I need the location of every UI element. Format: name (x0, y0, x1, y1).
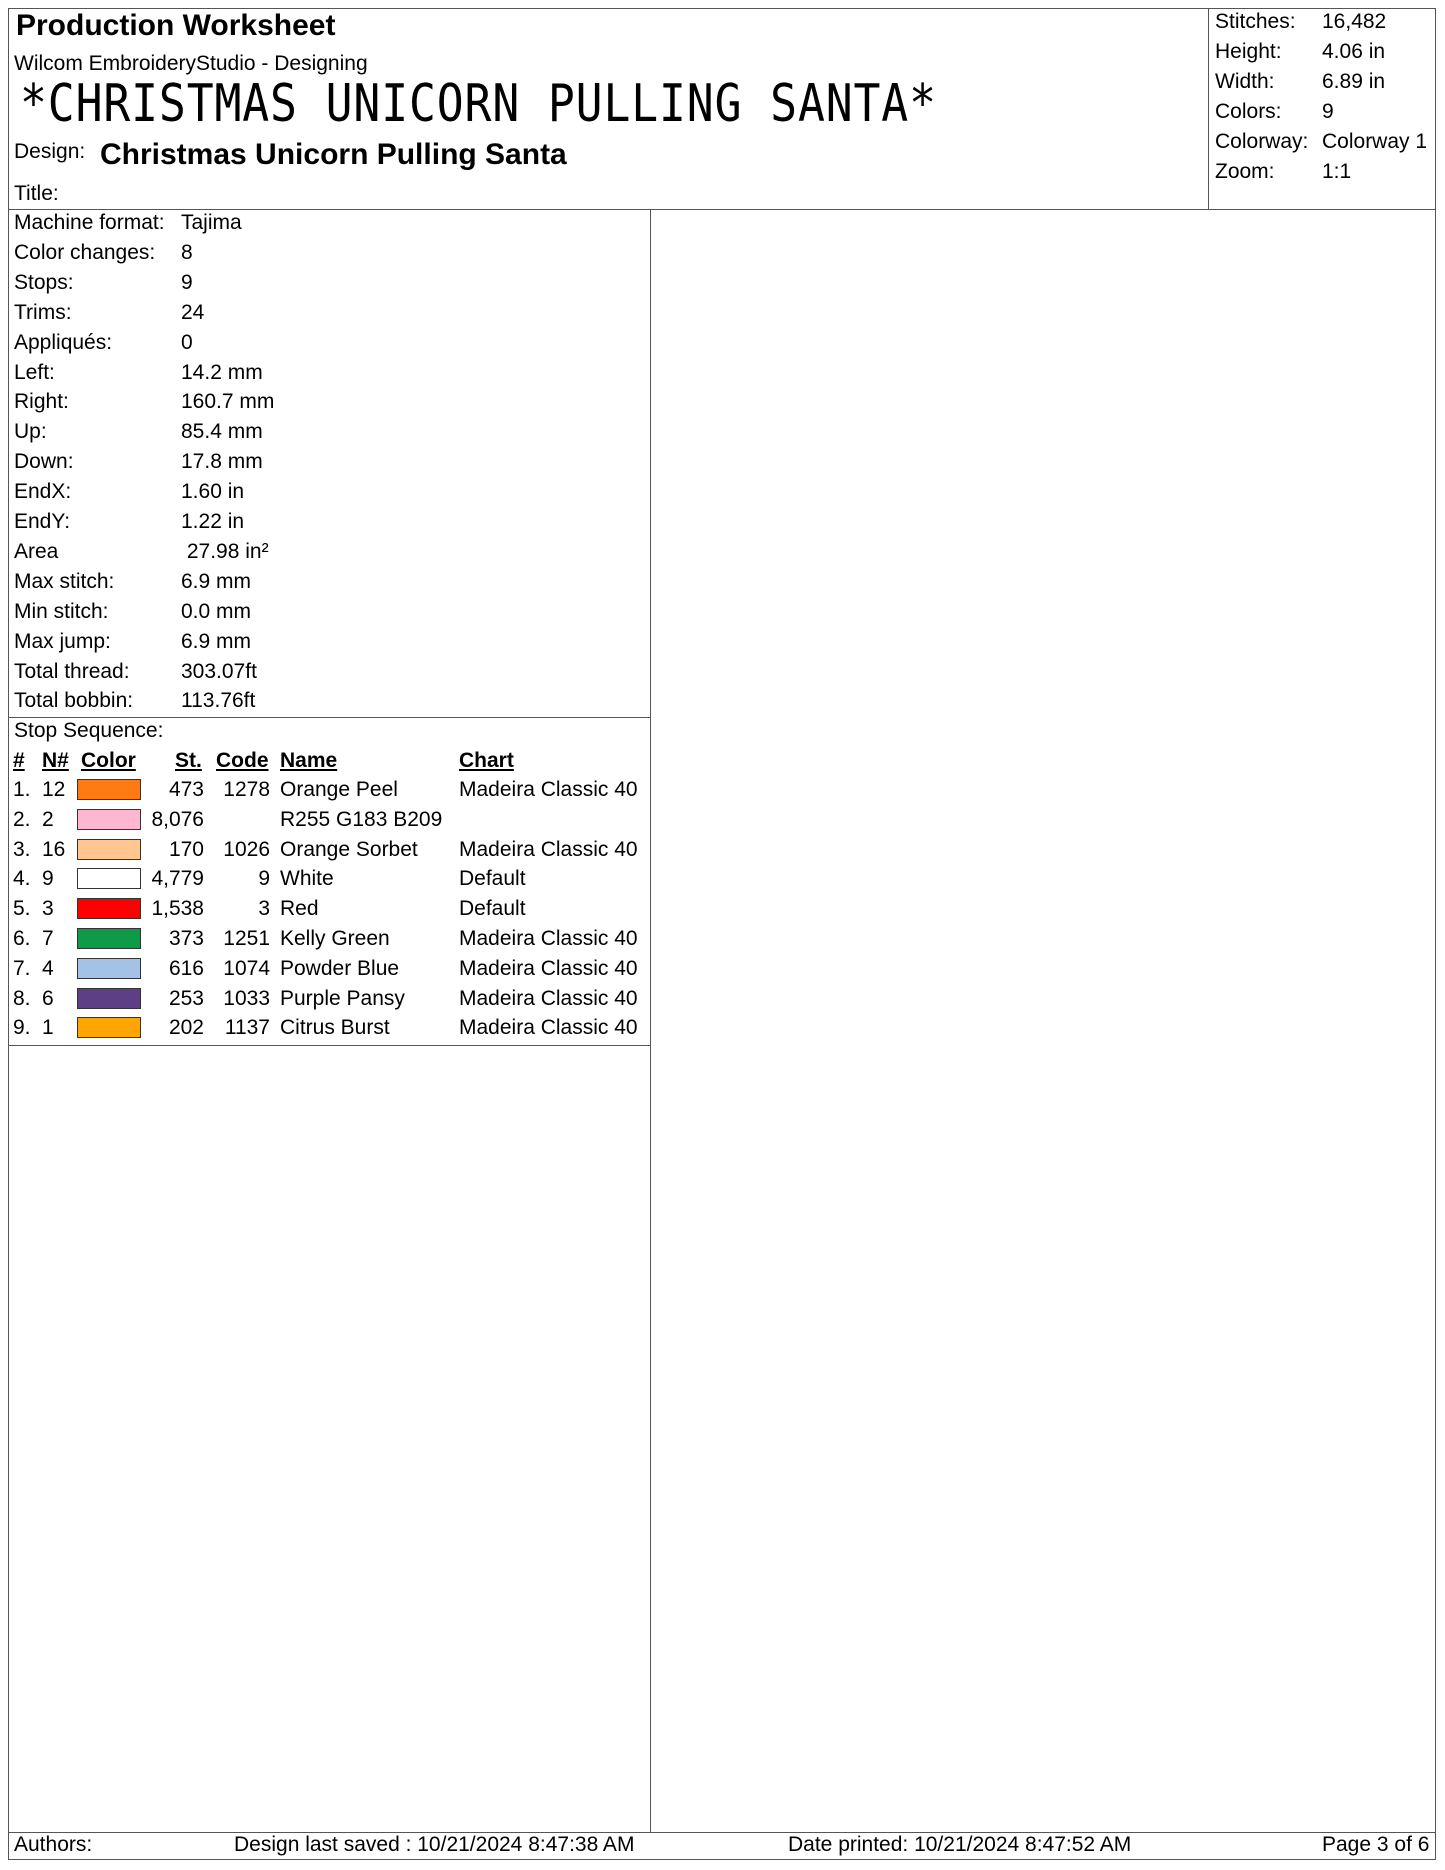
footer-divider (8, 1832, 1436, 1833)
row-num: 1. (13, 778, 31, 801)
stat-value: 9 (181, 270, 193, 294)
footer-authors: Authors: (14, 1833, 93, 1856)
stat-value: 6.9 mm (181, 569, 252, 593)
design-label: Design: (14, 140, 86, 163)
summary-value: Colorway 1 (1322, 130, 1428, 153)
title-label: Title: (14, 182, 59, 205)
summary-label: Colors: (1215, 100, 1282, 123)
stat-label: Up: (14, 420, 47, 444)
stat-value: 27.98 in² (181, 539, 269, 563)
row-num: 9. (13, 1016, 31, 1040)
row-num: 2. (13, 807, 31, 831)
row-chart: Madeira Classic 40 (459, 956, 638, 980)
color-swatch (77, 898, 141, 919)
summary-label: Height: (1215, 40, 1282, 63)
row-chart: Madeira Classic 40 (459, 837, 638, 861)
row-name: Powder Blue (280, 956, 400, 980)
stat-value: 6.9 mm (181, 629, 252, 653)
row-name: Orange Sorbet (280, 837, 418, 861)
stat-value: 160.7 mm (181, 390, 275, 414)
stat-value: 0.0 mm (181, 599, 252, 623)
design-name: Christmas Unicorn Pulling Santa (100, 138, 567, 171)
stop-sequence-title: Stop Sequence: (14, 719, 164, 742)
stat-value: 113.76ft (181, 689, 256, 713)
row-stitches: 373 (168, 927, 204, 950)
col-header-chart: Chart (459, 749, 514, 772)
stat-label: Max stitch: (14, 569, 115, 593)
stats-divider (8, 717, 650, 718)
row-name: Purple Pansy (280, 986, 405, 1010)
row-stitches: 4,779 (151, 867, 204, 891)
row-chart: Madeira Classic 40 (459, 778, 638, 801)
row-needle: 4 (42, 956, 54, 980)
row-code: 1137 (224, 1016, 270, 1040)
row-stitches: 8,076 (151, 807, 204, 831)
row-stitches: 616 (168, 956, 204, 980)
stat-label: EndY: (14, 510, 71, 533)
stat-label: Trims: (14, 300, 72, 324)
color-swatch (77, 988, 141, 1009)
row-code: 3 (258, 897, 270, 921)
row-code: 1033 (223, 986, 270, 1010)
stat-label: Machine format: (14, 211, 165, 234)
stat-value: 14.2 mm (181, 360, 263, 384)
stat-label: Color changes: (14, 240, 156, 264)
summary-label: Stitches: (1215, 10, 1296, 33)
stat-value: 24 (181, 300, 205, 324)
summary-label: Zoom: (1215, 160, 1275, 183)
row-needle: 16 (42, 837, 66, 861)
row-code: 1278 (223, 778, 270, 801)
row-num: 6. (13, 927, 31, 950)
row-chart: Default (459, 897, 526, 921)
stat-label: Max jump: (14, 629, 111, 653)
row-needle: 1 (42, 1016, 54, 1040)
stat-value: 1.22 in (181, 510, 245, 533)
row-stitches: 170 (168, 837, 204, 861)
row-stitches: 253 (168, 986, 204, 1010)
row-code: 1026 (223, 837, 270, 861)
color-swatch (77, 839, 141, 860)
col-header-code: Code (216, 749, 269, 772)
row-name: Orange Peel (280, 778, 398, 801)
column-divider (650, 209, 651, 1833)
summary-label: Colorway: (1215, 130, 1309, 153)
stat-value: Tajima (181, 211, 242, 234)
summary-value: 16,482 (1322, 10, 1387, 33)
row-num: 5. (13, 897, 31, 921)
stat-label: EndX: (14, 480, 72, 504)
table-divider (8, 1045, 650, 1046)
row-needle: 7 (42, 927, 54, 950)
footer-saved: Design last saved : 10/21/2024 8:47:38 AM (234, 1833, 635, 1856)
summary-value: 9 (1322, 100, 1334, 123)
stat-label: Area (14, 539, 59, 563)
design-banner: *CHRISTMAS UNICORN PULLING SANTA* (20, 74, 937, 134)
row-stitches: 202 (168, 1016, 204, 1040)
stat-label: Min stitch: (14, 599, 109, 623)
row-num: 8. (13, 986, 31, 1010)
color-swatch (77, 928, 141, 949)
row-name: Citrus Burst (280, 1016, 390, 1040)
footer-page: Page 3 of 6 (1322, 1833, 1430, 1856)
row-code: 1251 (223, 927, 270, 950)
row-needle: 12 (42, 778, 66, 801)
row-chart: Madeira Classic 40 (459, 1016, 638, 1040)
stat-label: Stops: (14, 270, 74, 294)
row-needle: 9 (42, 867, 54, 891)
color-swatch (77, 958, 141, 979)
col-header-name: Name (280, 749, 338, 772)
stat-label: Appliqués: (14, 330, 113, 354)
col-header-num: # (13, 749, 25, 772)
row-num: 7. (13, 956, 31, 980)
row-name: White (280, 867, 334, 891)
row-chart: Madeira Classic 40 (459, 986, 638, 1010)
row-chart: Madeira Classic 40 (459, 927, 638, 950)
summary-label: Width: (1215, 70, 1275, 93)
row-num: 3. (13, 837, 31, 861)
stat-label: Right: (14, 390, 69, 414)
row-code: 9 (258, 867, 270, 891)
summary-value: 1:1 (1322, 160, 1352, 183)
color-swatch (77, 1017, 141, 1038)
row-name: Kelly Green (280, 927, 390, 950)
app-subtitle: Wilcom EmbroideryStudio - Designing (14, 52, 368, 75)
row-name: R255 G183 B209 (280, 807, 443, 831)
stat-value: 17.8 mm (181, 450, 263, 474)
row-needle: 6 (42, 986, 54, 1010)
col-header-color: Color (81, 749, 136, 772)
color-swatch (77, 809, 141, 830)
stat-value: 85.4 mm (181, 420, 263, 444)
row-needle: 3 (42, 897, 54, 921)
row-chart: Default (459, 867, 526, 891)
page-title: Production Worksheet (16, 9, 336, 42)
stat-label: Left: (14, 360, 55, 384)
footer-printed: Date printed: 10/21/2024 8:47:52 AM (788, 1833, 1132, 1856)
stat-value: 0 (181, 330, 193, 354)
row-needle: 2 (42, 807, 54, 831)
stat-label: Total thread: (14, 659, 130, 683)
summary-value: 6.89 in (1322, 70, 1386, 93)
color-swatch (77, 779, 141, 800)
stat-value: 8 (181, 240, 193, 264)
stat-label: Total bobbin: (14, 689, 134, 713)
summary-value: 4.06 in (1322, 40, 1386, 63)
stat-value: 1.60 in (181, 480, 245, 504)
color-swatch (77, 868, 141, 889)
summary-divider (1208, 8, 1209, 209)
row-num: 4. (13, 867, 31, 891)
stat-value: 303.07ft (181, 659, 257, 683)
stat-label: Down: (14, 450, 74, 474)
row-stitches: 1,538 (151, 897, 204, 921)
header-divider (8, 209, 1436, 210)
col-header-st: St. (175, 749, 202, 772)
row-stitches: 473 (168, 778, 204, 801)
col-header-n: N# (42, 749, 69, 772)
row-name: Red (280, 897, 319, 921)
row-code: 1074 (223, 956, 270, 980)
